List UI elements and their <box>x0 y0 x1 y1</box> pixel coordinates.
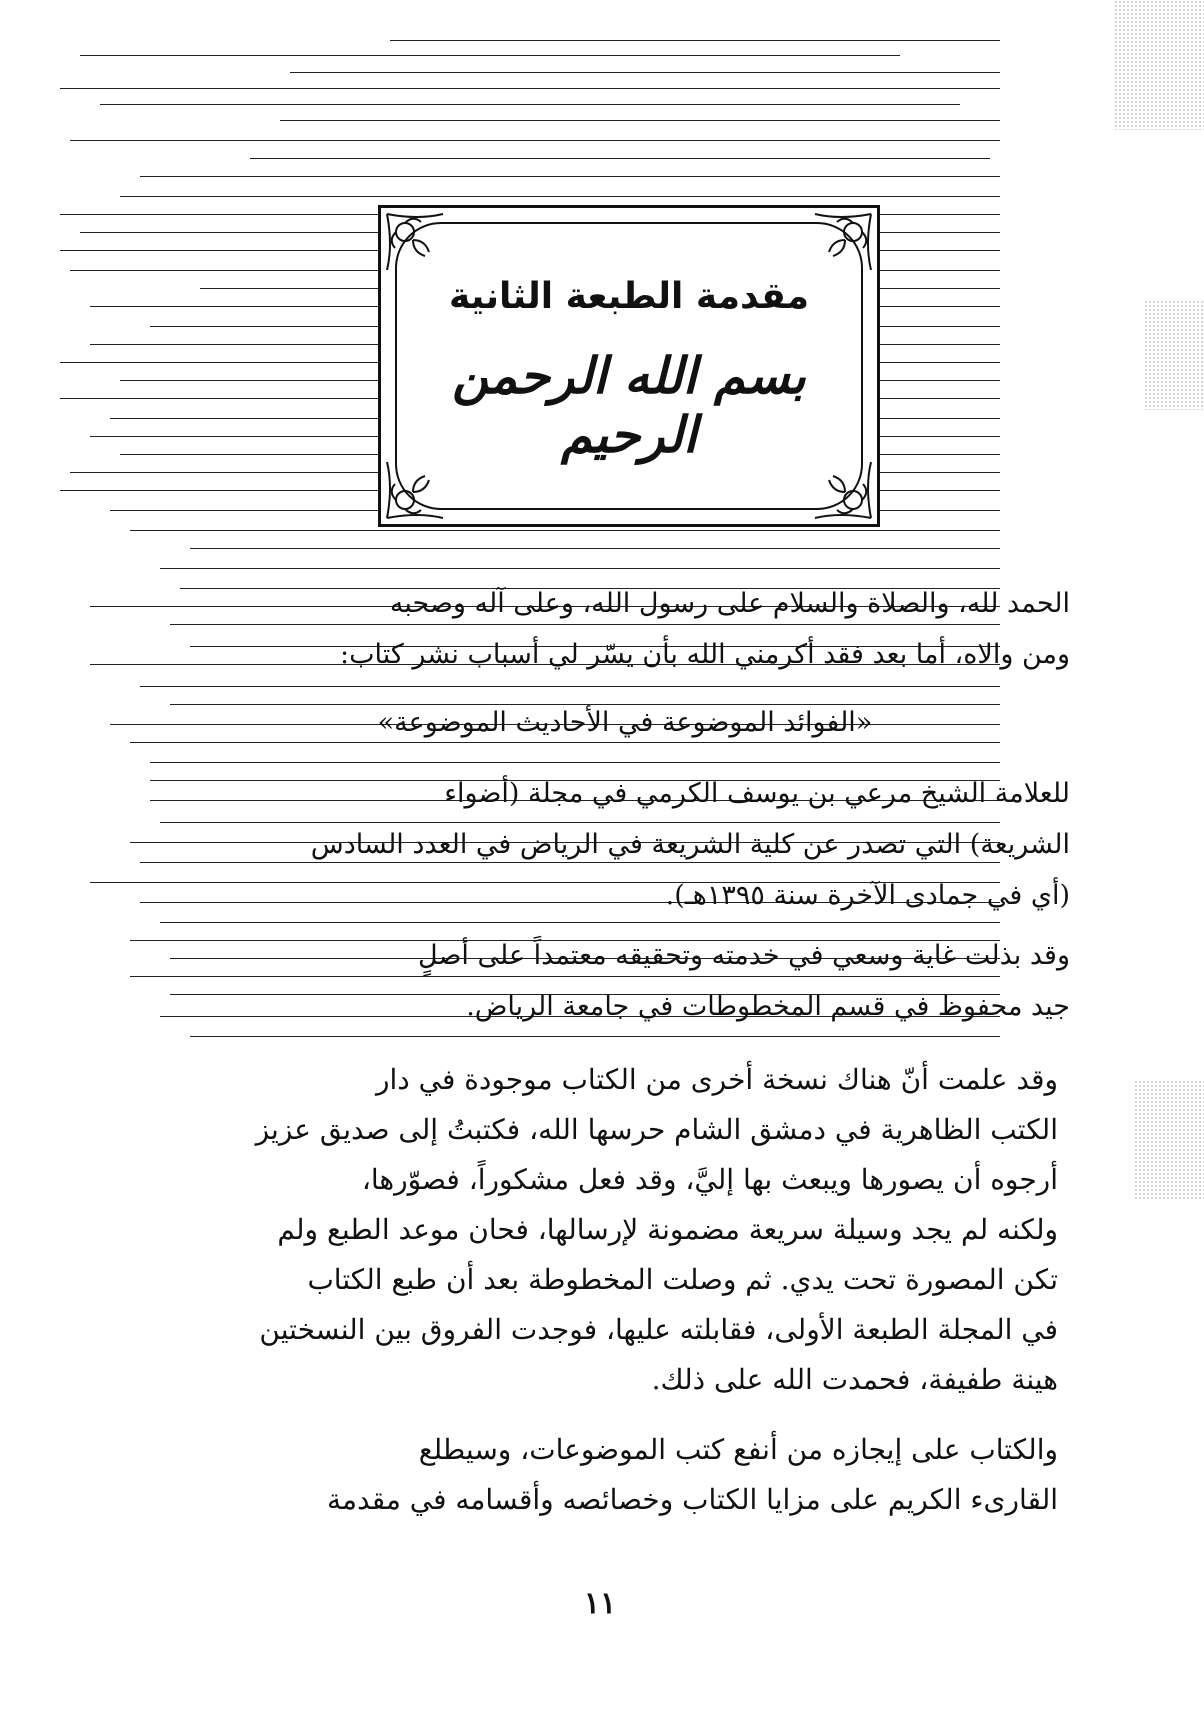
scan-line <box>100 104 960 105</box>
scan-line <box>160 568 1000 569</box>
scan-line <box>150 762 1000 763</box>
paragraph-1 <box>180 578 1070 680</box>
text-line: (أي في جمادى الآخرة سنة ١٣٩٥هـ). <box>665 880 1070 911</box>
page-number: ١١ <box>583 1586 617 1621</box>
scan-line <box>290 72 1000 73</box>
floral-corner-icon <box>805 210 875 280</box>
scan-line <box>60 88 1000 89</box>
paragraph-2 <box>180 768 1070 921</box>
scan-noise-middle <box>1144 300 1204 410</box>
scan-line <box>280 120 1000 121</box>
basmala: بسم الله الرحمن الرحيم <box>452 346 806 464</box>
scan-line <box>250 158 990 159</box>
scan-line <box>80 55 900 56</box>
scan-line <box>140 176 1000 177</box>
scan-line <box>70 140 1000 141</box>
scan-noise-top <box>1114 0 1204 130</box>
text-line: والكتاب على إيجازه من أنفع كتب الموضوعات، وسيطلع <box>418 1433 1058 1466</box>
text-line: ومن والاه، أما بعد فقد أكرمني الله بأن يسّر لي أسباب نشر كتاب: <box>340 639 1070 670</box>
title-frame <box>378 205 880 527</box>
paragraph-5 <box>180 1425 1058 1525</box>
scan-line <box>120 196 1000 197</box>
scan-line <box>190 548 1000 549</box>
text-line: الكتب الظاهرية في دمشق الشام حرسها الله، فكتبتُ إلى صديق عزيز <box>255 1113 1058 1146</box>
scan-line <box>160 922 1000 923</box>
scan-line <box>140 686 1000 687</box>
text-line: ولكنه لم يجد وسيلة سريعة مضمونة لإرسالها، فحان موعد الطبع ولم <box>277 1213 1058 1246</box>
text-line: في المجلة الطبعة الأولى، فقابلته عليها، فوجدت الفروق بين النسختين <box>259 1313 1058 1346</box>
scan-line <box>190 1036 1000 1037</box>
text-line: تكن المصورة تحت يدي. ثم وصلت المخطوطة بعد أن طبع الكتاب <box>307 1263 1058 1296</box>
text-line: وقد بذلت غاية وسعي في خدمته وتحقيقه معتمداً على أصلٍ <box>418 940 1070 971</box>
text-line: القارىء الكريم على مزايا الكتاب وخصائصه وأقسامه في مقدمة <box>327 1483 1058 1516</box>
scan-noise-lower <box>1134 1080 1204 1200</box>
text-line: وقد علمت أنّ هناك نسخة أخرى من الكتاب موجودة في دار <box>375 1063 1058 1096</box>
text-line: أرجوه أن يصورها ويبعث بها إليَّ، وقد فعل مشكوراً، فصوّرها، <box>361 1163 1058 1196</box>
text-line: هينة طفيفة، فحمدت الله على ذلك. <box>651 1363 1058 1396</box>
scan-line <box>390 40 1000 41</box>
scan-line <box>130 530 1000 531</box>
section-title: مقدمة الطبعة الثانية <box>448 276 810 317</box>
text-line: الشريعة) التي تصدر عن كلية الشريعة في الرياض في العدد السادس <box>310 829 1070 860</box>
paragraph-3 <box>180 930 1070 1032</box>
text-line: للعلامة الشيخ مرعي بن يوسف الكرمي في مجلة (أضواء <box>444 778 1070 809</box>
text-line: الحمد لله، والصلاة والسلام على رسول الله، وعلى آله وصحبه <box>389 588 1070 619</box>
paragraph-4 <box>180 1055 1058 1405</box>
text-line: جيد محفوظ في قسم المخطوطات في جامعة الرياض. <box>466 991 1070 1022</box>
floral-corner-icon <box>383 210 453 280</box>
book-title: «الفوائد الموضوعة في الأحاديث الموضوعة» <box>377 707 873 738</box>
